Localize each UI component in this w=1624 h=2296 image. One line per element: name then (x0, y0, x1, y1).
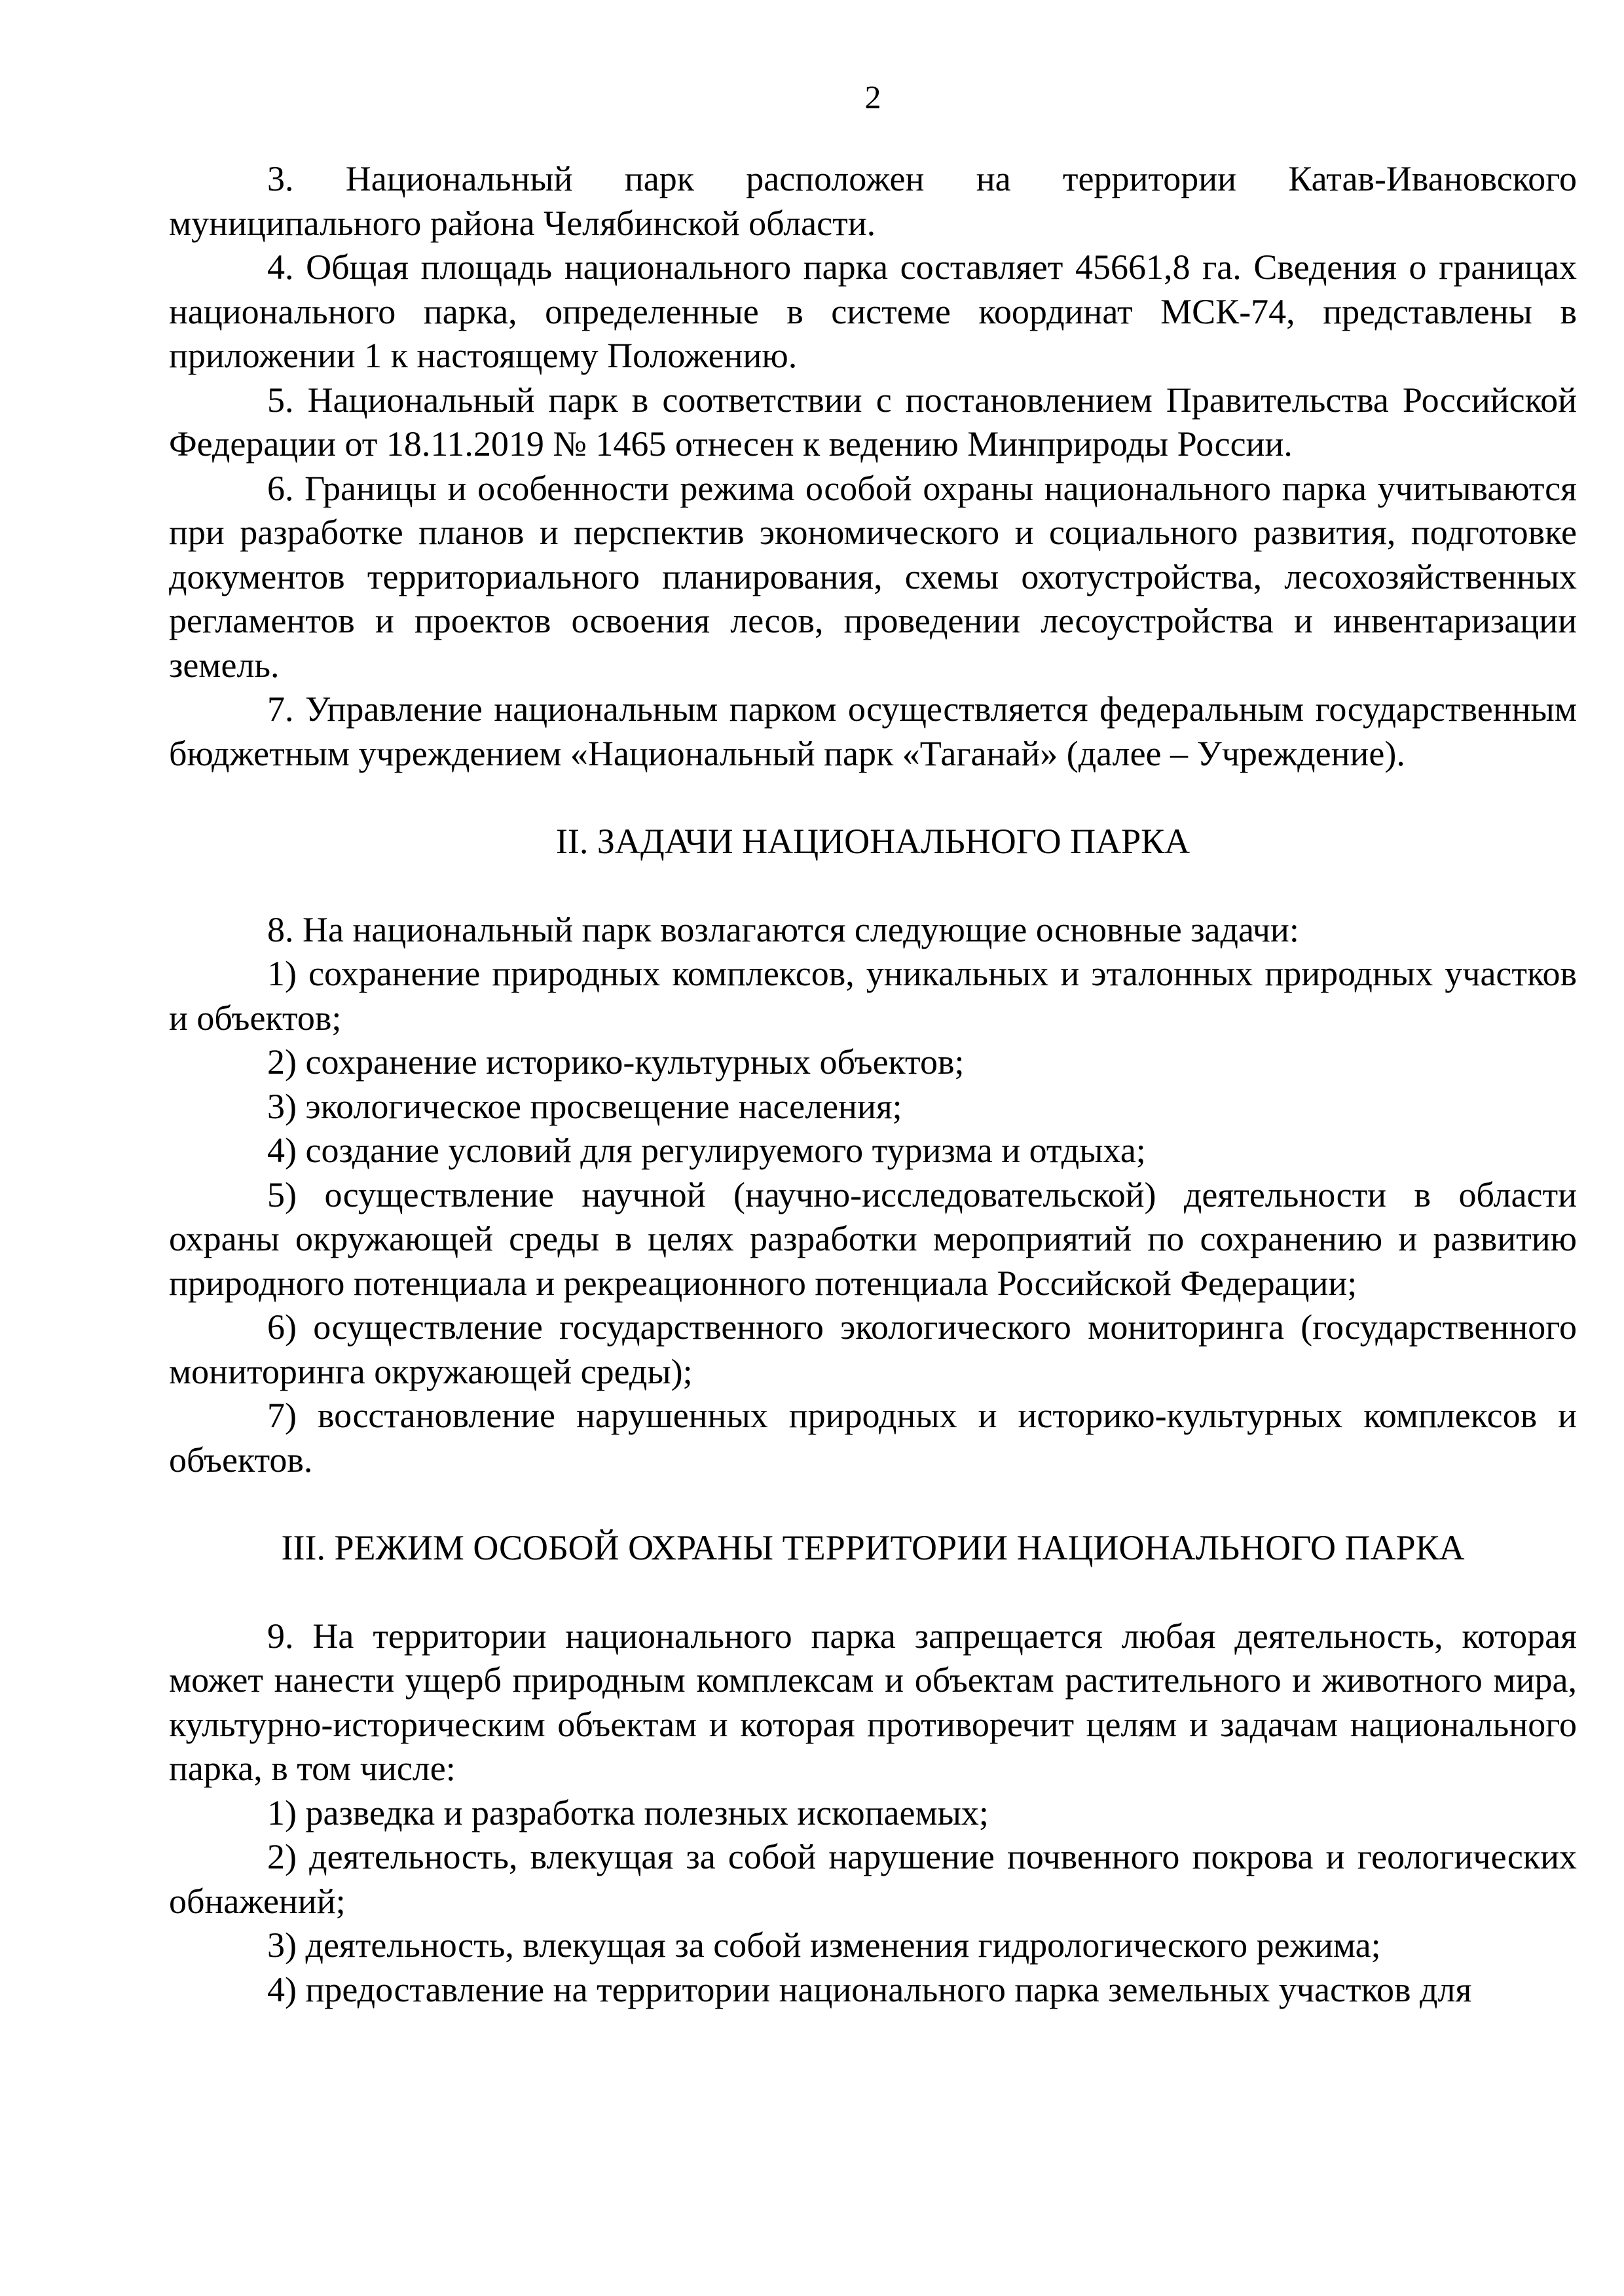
paragraph-9: 9. На территории национального парка запрещается любая деятельность, которая может нанести ущерб природным комплексам и объектам растительного и животного мира, культурно-историческим объектам и которая противоречит целям и задачам национального парка, в том числе: (169, 1616, 1577, 1788)
paragraph-8: 8. На национальный парк возлагаются следующие основные задачи: (267, 909, 1299, 949)
section-2-heading: II. ЗАДАЧИ НАЦИОНАЛЬНОГО ПАРКА (555, 822, 1190, 861)
task-item-5: 5) осуществление научной (научно-исследовательской) деятельности в области охраны окружающей среды в целях разработки мероприятий по сохранению и развитию природного потенциала и рекреационного потенциала Российской Федерации; (169, 1175, 1577, 1303)
prohibition-item-4: 4) предоставление на территории национального парка земельных участков для (267, 1969, 1472, 2009)
task-item-3: 3) экологическое просвещение населения; (267, 1086, 902, 1126)
task-item-7: 7) восстановление нарушенных природных и историко-культурных комплексов и объектов. (169, 1396, 1577, 1480)
task-item-1: 1) сохранение природных комплексов, уникальных и эталонных природных участков и объектов; (169, 954, 1577, 1038)
paragraph-5: 5. Национальный парк в соответствии с постановлением Правительства Российской Федерации от 18.11.2019 № 1465 отнесен к ведению Минприроды России. (169, 380, 1577, 464)
prohibition-item-2: 2) деятельность, влекущая за собой нарушение почвенного покрова и геологических обнажений; (169, 1837, 1577, 1921)
prohibition-item-1: 1) разведка и разработка полезных ископаемых; (267, 1793, 989, 1832)
task-item-4: 4) создание условий для регулируемого туризма и отдыха; (267, 1131, 1146, 1170)
document-page (169, 0, 1577, 2296)
page-number: 2 (864, 79, 881, 115)
paragraph-3: 3. Национальный парк расположен на территории Катав-Ивановского муниципального района Челябинской области. (169, 159, 1577, 243)
prohibition-item-3: 3) деятельность, влекущая за собой изменения гидрологического режима; (267, 1925, 1381, 1965)
paragraph-7: 7. Управление национальным парком осуществляется федеральным государственным бюджетным учреждением «Национальный парк «Таганай» (далее – Учреждение). (169, 689, 1577, 773)
task-item-2: 2) сохранение историко-культурных объектов; (267, 1042, 965, 1082)
document-body (169, 157, 1577, 2012)
paragraph-4: 4. Общая площадь национального парка составляет 45661,8 га. Сведения о границах национального парка, определенные в системе координат МСК-74, представлены в приложении 1 к настоящему Положению. (169, 247, 1577, 375)
paragraph-6: 6. Границы и особенности режима особой охраны национального парка учитываются при разработке планов и перспектив экономического и социального развития, подготовке документов территориального планирования, схемы охотустройства, лесохозяйственных регламентов и проектов освоения лесов, проведении лесоустройства и инвентаризации земель. (169, 468, 1577, 685)
task-item-6: 6) осуществление государственного экологического мониторинга (государственного мониторинга окружающей среды); (169, 1307, 1577, 1391)
section-3-heading: III. РЕЖИМ ОСОБОЙ ОХРАНЫ ТЕРРИТОРИИ НАЦИОНАЛЬНОГО ПАРКА (281, 1528, 1465, 1567)
